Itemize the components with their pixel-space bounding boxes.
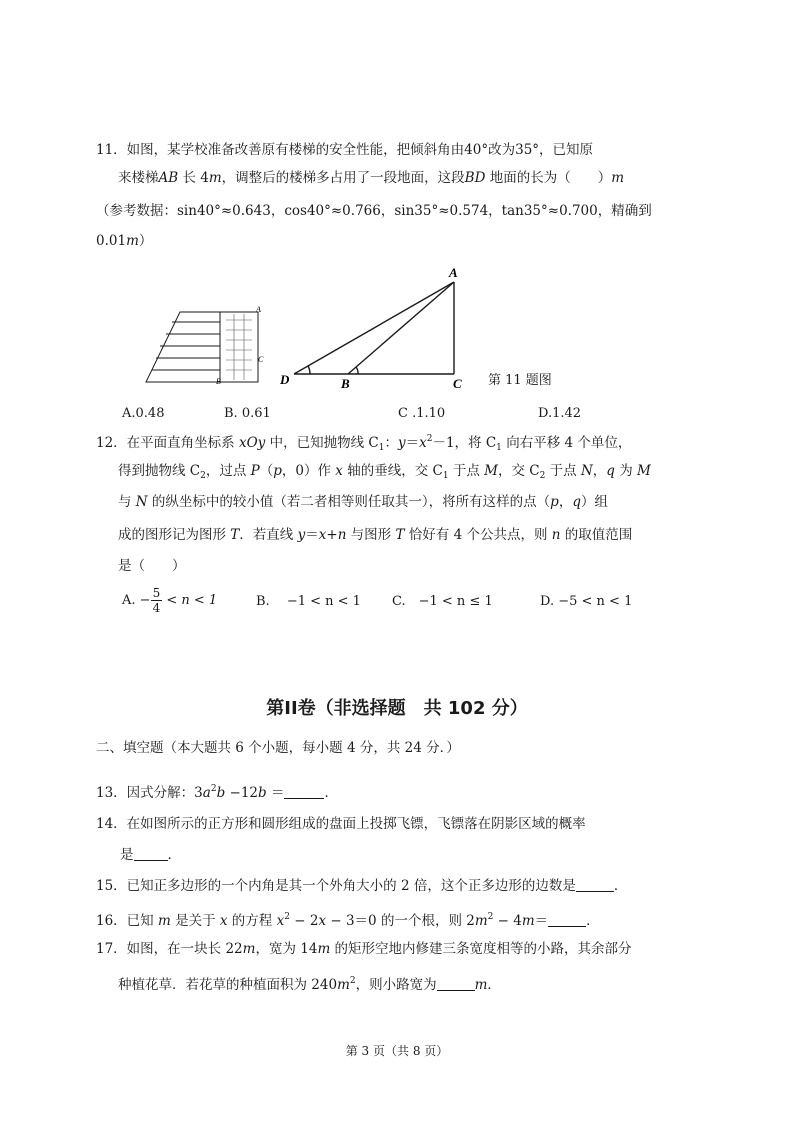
- q14-line1: 14．在如图所示的正方形和圆形组成的盘面上投掷飞镖，飞镖落在阴影区域的概率: [96, 816, 586, 832]
- q12-line1: 12．在平面直角坐标系 xOy 中，已知抛物线 $C_1$：$y=x^2-1$，将 $C_1$ 向右平移 4 个单位，: [96, 434, 632, 453]
- stairs-label-a: A: [256, 305, 261, 314]
- q14-answer-blank: [134, 846, 168, 861]
- q11-line3: （参考数据：sin40°≈0.643，cos40°≈0.766，sin35°≈0.574，tan35°≈0.700，精确到: [96, 203, 652, 219]
- q12-option-d: D. −5 < n < 1: [540, 594, 633, 609]
- tri-label-d: D: [280, 372, 290, 387]
- page-footer: 第 3 页（共 8 页）: [345, 1044, 449, 1058]
- tri-label-c: C: [453, 376, 462, 390]
- tri-label-a: A: [449, 265, 458, 280]
- stairs-figure: [140, 300, 270, 390]
- q12-line4: 成的图形记为图形 T．若直线 y＝x+n 与图形 T 恰好有 4 个公共点，则 n 的取值范围: [118, 527, 633, 543]
- q12-line2: 得到抛物线 $C_2$，过点 P（p，0）作 x 轴的垂线，交 $C_1$ 于点 M，交 $C_2$ 于点 N，q 为 M: [118, 463, 651, 481]
- q13-answer-blank: [284, 784, 324, 799]
- q16-answer-blank: [548, 912, 586, 927]
- q17-answer-blank: [437, 976, 475, 991]
- q17-line1: 17．如图，在一块长 22m，宽为 14m 的矩形空地内修建三条宽度相等的小路，其余部分: [96, 941, 632, 957]
- q12-option-a: A. − $\frac{5}{4}$ < n < 1: [122, 586, 218, 615]
- q14-line2: 是 ．: [120, 847, 181, 863]
- q17-line2: 种植花草．若花草的种植面积为 $240m^2$，则小路宽为 m．: [118, 976, 501, 993]
- q11-option-b: B. 0.61: [224, 406, 271, 421]
- q12-option-c: C. −1 < n ≤ 1: [392, 594, 493, 609]
- q12-option-b: B. −1 < n < 1: [256, 594, 361, 609]
- q13-line: 13．因式分解：$3a^2b -12b$ ＝ ．: [96, 784, 338, 801]
- section2-heading: 二、填空题（本大题共 6 个小题，每小题 4 分，共 24 分．）: [96, 740, 460, 756]
- q11-line4: 0.01m）: [96, 233, 153, 249]
- triangle-figure: [274, 262, 484, 390]
- q11-caption: 第 11 题图: [488, 373, 552, 388]
- tri-label-b: B: [341, 376, 350, 390]
- q11-line2: 来楼梯AB 长 4m，调整后的楼梯多占用了一段地面，这段BD 地面的长为（ ）m: [118, 170, 625, 186]
- q12-line3: 与 N 的纵坐标中的较小值（若二者相等则任取其一），将所有这样的点（p，q）组: [118, 494, 608, 510]
- q11-option-c: C .1.10: [398, 406, 446, 421]
- section-title: 第II卷（非选择题 共 102 分）: [266, 698, 528, 719]
- q11-line1: 11．如图，某学校准备改善原有楼梯的安全性能，把倾斜角由40°改为35°，已知原: [96, 142, 594, 158]
- stairs-label-c: C: [258, 355, 264, 364]
- q11-option-d: D.1.42: [538, 406, 582, 421]
- stairs-label-b: B: [216, 377, 221, 386]
- q12-line5: 是（ ）: [118, 558, 186, 574]
- q16-line: 16．已知 m 是关于 x 的方程 $x^2 - 2x - 3=0$ 的一个根，则 $2m^2 - 4m=$ ．: [96, 912, 600, 929]
- q15-answer-blank: [576, 877, 614, 892]
- fraction-5-4: $\frac{5}{4}$: [152, 586, 161, 615]
- q11-option-a: A.0.48: [122, 406, 165, 421]
- q15-line: 15．已知正多边形的一个内角是其一个外角大小的 2 倍，这个正多边形的边数是 ．: [96, 878, 628, 894]
